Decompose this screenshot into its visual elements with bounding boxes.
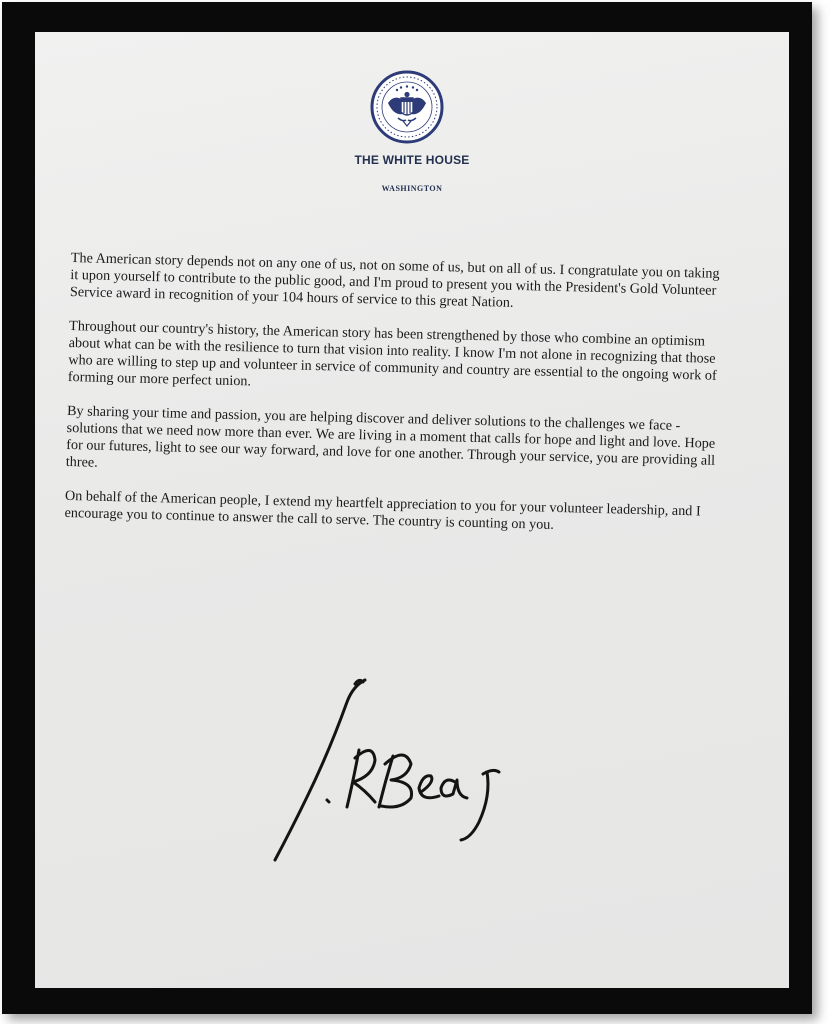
letter-paragraph: The American story depends not on any one of us, not on some of us, but on all of us. I congratulate you on taking it upon yourself to contribute to the public good, and I'm proud to present you with the President's Gold Volunteer Service award in recognition of your 104 hours of service to this great Nation. <box>69 250 720 311</box>
letter-paragraph: By sharing your time and passion, you are helping discover and deliver solutions to the challenges we face - solutions that we need now more than ever. We are living in a moment that calls for hope and light and love. Hope for our futures, light to see our way forward, and love for one another. Through your service, you are providing all three. <box>65 402 716 471</box>
handwritten-signature <box>235 672 515 872</box>
picture-frame <box>2 2 812 1014</box>
letter-paragraph: On behalf of the American people, I extend my heartfelt appreciation to you for your volunteer leadership, and I encourage you to continue to answer the call to serve. The country is counting on you. <box>64 487 701 533</box>
letterhead-title: THE WHITE HOUSE <box>354 153 470 167</box>
letterhead-location: WASHINGTON <box>381 184 443 193</box>
letter-page <box>35 32 789 988</box>
letter-paragraph: Throughout our country's history, the American story has been strengthened by those who combine an optimism about what can be with the resilience to turn that vision into reality. I know I'm not alone in recognizing that those who are willing to step up and volunteer in service of community and country are essential to the ongoing work of forming our more perfect union. <box>67 317 717 390</box>
letter-body <box>64 250 721 555</box>
presidential-seal-icon <box>370 70 444 144</box>
